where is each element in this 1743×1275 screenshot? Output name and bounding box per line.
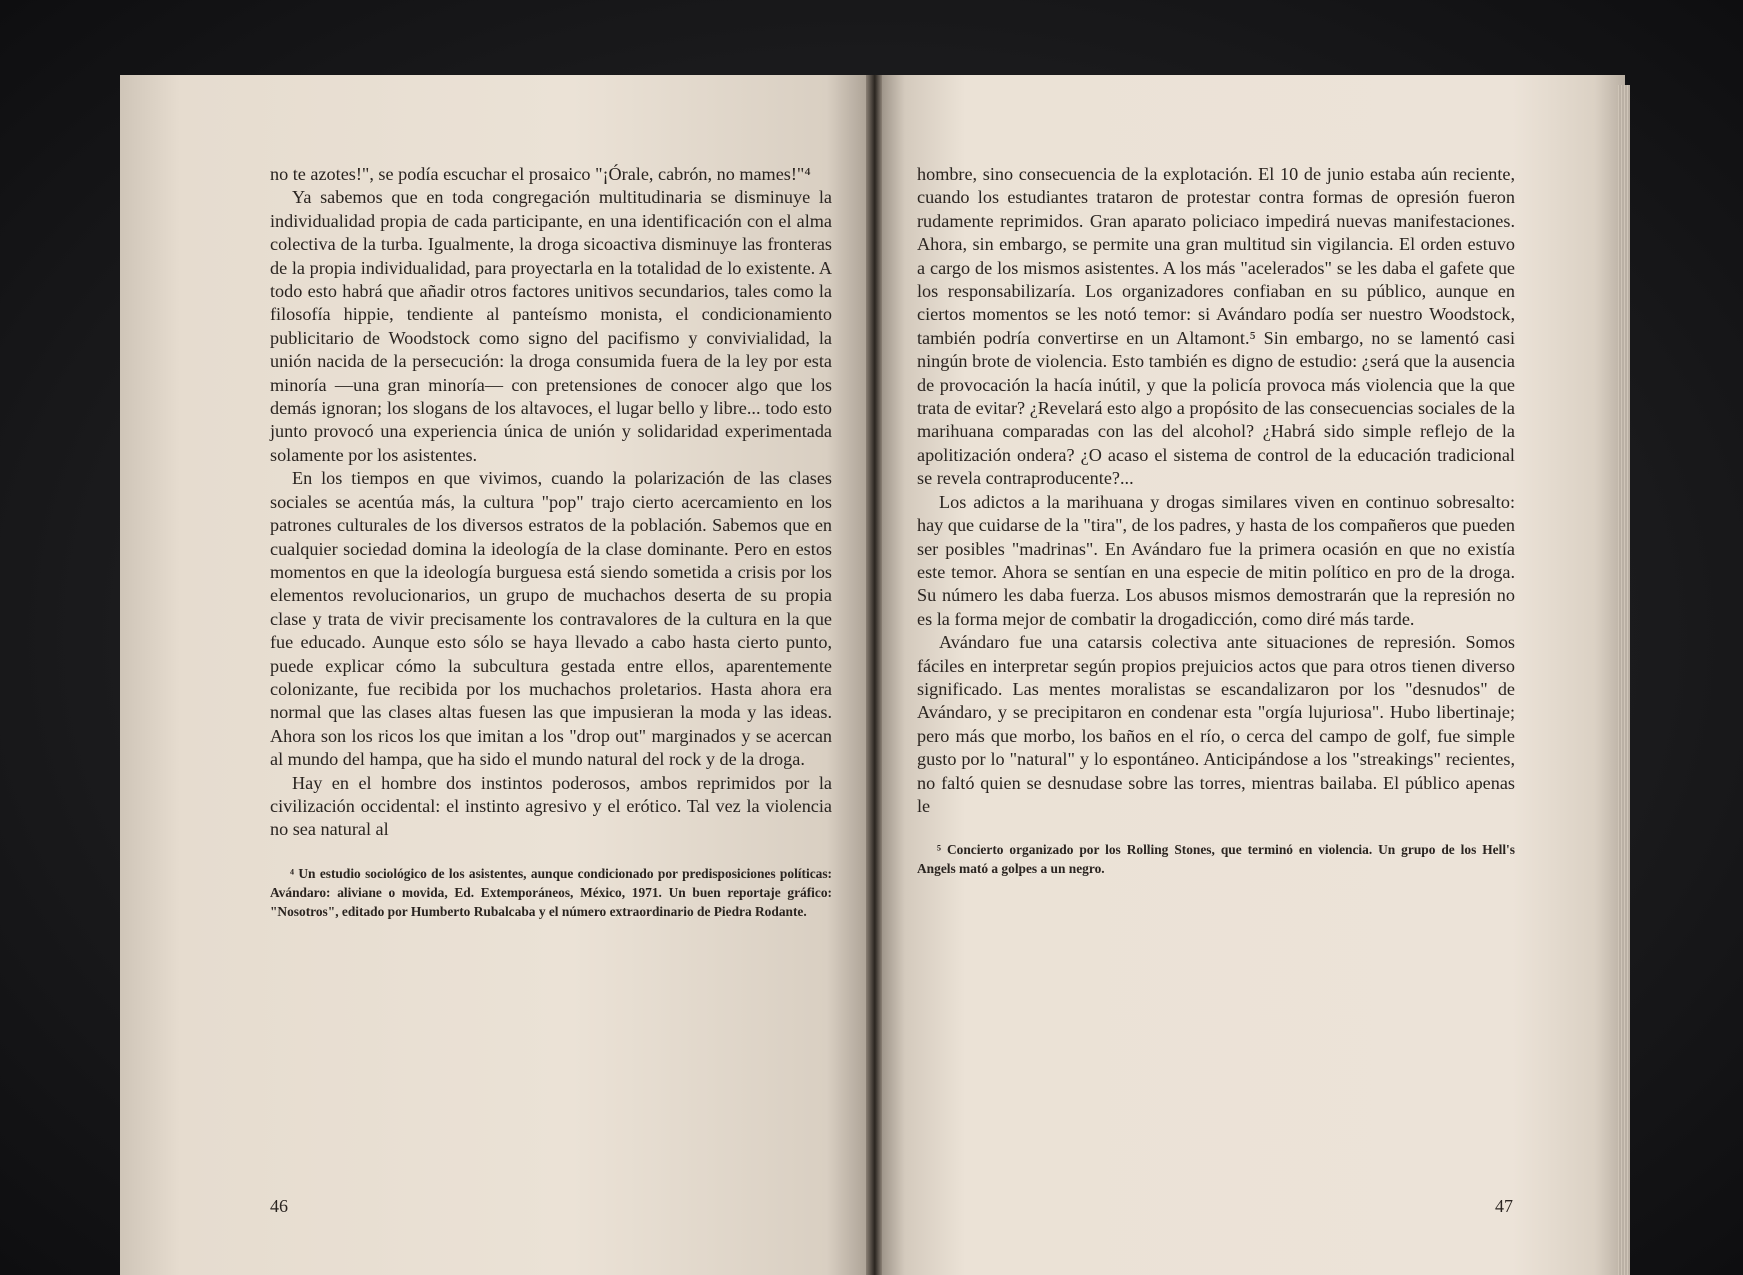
left-page-body xyxy=(270,163,832,842)
right-paragraph-1: hombre, sino consecuencia de la explotación. El 10 de junio estaba aún reciente, cuando los estudiantes trataron de protestar contra formas de opresión fueron rudamente reprimidos. Gran aparato policiaco impedirá nuevas manifestaciones. Ahora, sin embargo, se permite una gran multitud sin vigilancia. El orden estuvo a cargo de los mismos asistentes. A los más "acelerados" se les daba el gafete que los responsabilizaría. Los organizadores confiaban en su público, aunque en ciertos momentos se les notó temor: si Avándaro podía ser nuestro Woodstock, también podría convertirse en un Altamont.⁵ Sin embargo, no se lamentó casi ningún brote de violencia. Esto también es digno de estudio: ¿será que la ausencia de provocación la hacía inútil, y que la policía provoca más violencia que la que trata de evitar? ¿Revelará esto algo a propósito de las consecuencias sociales de la marihuana comparadas con las del alcohol? ¿Habrá sido simple reflejo de la apolitización ondera? ¿O acaso el sistema de control de la educación tradicional se revela contraproducente?... xyxy=(917,164,1515,489)
left-paragraph-4: Hay en el hombre dos instintos poderosos, ambos reprimidos por la civilización occidental: el instinto agresivo y el erótico. Tal vez la violencia no sea natural al xyxy=(270,772,832,840)
open-book xyxy=(120,75,1625,1275)
right-footnote xyxy=(917,840,1515,878)
book-gutter xyxy=(866,75,882,1275)
left-paragraph-3: En los tiempos en que vivimos, cuando la polarización de las clases sociales se acentúa más, la cultura "pop" trajo cierto acercamiento en los patrones culturales de los diversos estratos de la población. Sabemos que en cualquier sociedad domina la ideología de la clase dominante. Pero en estos momentos en que la ideología burguesa está siendo sometida a crisis por los elementos revolucionarios, un grupo de muchachos deserta de su propia clase y trata de vivir precisamente los contravalores de la cultura en la que fue educado. Aunque esto sólo se haya llevado a cabo hasta cierto punto, puede explicar cómo la subcultura gestada entre ellos, aparentemente colonizante, fue recibida por los muchachos proletarios. Hasta ahora era normal que las clases altas fuesen las que impusieran la moda y las ideas. Ahora son los ricos los que imitan a los "drop out" marginados y se acercan al mundo del hampa, que ha sido el mundo natural del rock y de la droga. xyxy=(270,468,832,770)
right-footnote-text: ⁵ Concierto organizado por los Rolling Stones, que terminó en violencia. Un grupo de los Hell's Angels mató a golpes a un negro. xyxy=(917,842,1515,877)
page-edges xyxy=(1618,85,1630,1275)
right-page xyxy=(875,75,1625,1275)
left-footnote-text: ⁴ Un estudio sociológico de los asistentes, aunque condicionado por predisposiciones políticas: Avándaro: aliviane o movida, Ed. Extemporáneos, México, 1971. Un buen reportaje gráfico: "Nosotros", editado por Humberto Rubalcaba y el número extraordinario de Piedra Rodante. xyxy=(270,865,832,919)
left-page xyxy=(120,75,872,1275)
right-paragraph-3: Avándaro fue una catarsis colectiva ante situaciones de represión. Somos fáciles en interpretar según propios prejuicios actos que para otros tienen diverso significado. Las mentes moralistas se escandalizaron por los "desnudos" de Avándaro, y se precipitaron en condenar esta "orgía lujuriosa". Hubo libertinaje; pero más que morbo, los baños en el río, o cerca del campo de golf, fue simple gusto por lo "natural" y lo espontáneo. Anticipándose a los "streakings" recientes, no faltó quien se desnudase sobre las torres, mientras bailaba. El público apenas le xyxy=(917,632,1515,816)
left-page-number: 46 xyxy=(270,1196,288,1216)
right-paragraph-2: Los adictos a la marihuana y drogas similares viven en continuo sobresalto: hay que cuidarse de la "tira", de los padres, y hasta de los compañeros que pueden ser posibles "madrinas". En Avándaro fue la primera ocasión en que no existía este temor. Ahora se sentían en una especie de mitin político en pro de la droga. Su número les daba fuerza. Los abusos mismos demostrarán que la represión no es la forma mejor de combatir la drogadicción, como diré más tarde. xyxy=(917,491,1515,629)
left-paragraph-2: Ya sabemos que en toda congregación multitudinaria se disminuye la individualidad propia de cada participante, en una identificación con el alma colectiva de la turba. Igualmente, la droga sicoactiva disminuye las fronteras de la propia individualidad, para proyectarla en la totalidad de lo existente. A todo esto habrá que añadir otros factores unitivos secundarios, tales como la filosofía hippie, tendiente al panteísmo monista, el condicionamiento publicitario de Woodstock como signo del pacifismo y convivialidad, la unión nacida de la persecución: la droga consumida fuera de la ley por esta minoría —una gran minoría— con pretensiones de conocer algo que los demás ignoran; los slogans de los altavoces, el lugar bello y libre... todo esto junto provocó una experiencia única de unión y solidaridad experimentada solamente por los asistentes. xyxy=(270,187,832,465)
left-paragraph-1: no te azotes!", se podía escuchar el prosaico "¡Órale, cabrón, no mames!"⁴ xyxy=(270,164,811,184)
right-page-body xyxy=(917,163,1515,818)
left-footnote xyxy=(270,864,832,921)
right-page-number: 47 xyxy=(1495,1196,1513,1216)
